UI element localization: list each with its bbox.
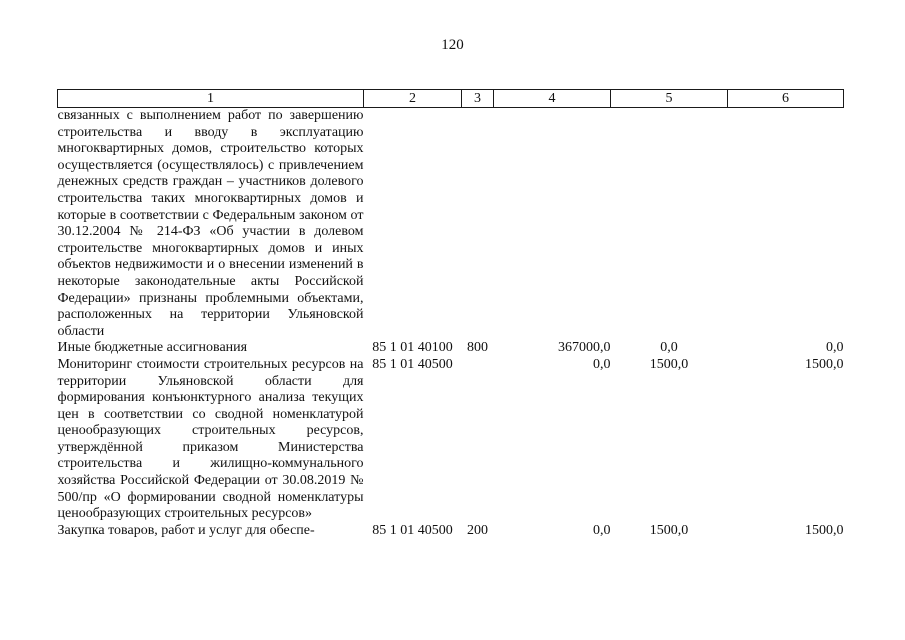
column-header-2: 2: [364, 90, 462, 108]
row-value-5: 1500,0: [649, 522, 689, 538]
table-row: [58, 340, 844, 357]
budget-table: [57, 89, 844, 539]
row-description: Мониторинг стоимости строительных ресурсов на территории Ульяновской области для формирования конъюнктурного анализа текущих цен в соответствии со сводной номенклатурой ценообразующих строительных ресурсов, утверждённой приказом Министерства строительства и жилищно-коммунального хозяйства Российской Федерации от 30.08.2019 № 500/пр «О формировании сводной номенклатуры ценообразующих строительных ресурсов»: [57, 356, 364, 522]
row-value-4: [494, 108, 611, 341]
column-header-5: 5: [611, 90, 728, 108]
row-value-5: [611, 108, 728, 341]
row-description: Иные бюджетные ассигнования: [57, 340, 248, 356]
column-header-6: 6: [728, 90, 844, 108]
row-value-6: 1500,0: [805, 522, 844, 538]
column-header-1: 1: [58, 90, 364, 108]
row-code: 85 1 01 40500: [372, 522, 453, 538]
row-value-6: 0,0: [826, 340, 844, 356]
column-header-4: 4: [494, 90, 611, 108]
row-expense-type: [462, 357, 494, 523]
row-code: 85 1 01 40100: [372, 340, 453, 356]
row-expense-type: [462, 108, 494, 341]
row-expense-type: 200: [467, 522, 488, 538]
table-row: [58, 357, 844, 523]
table-row: [58, 108, 844, 341]
page-number: 120: [441, 37, 464, 53]
row-description: Закупка товаров, работ и услуг для обеспе-: [57, 522, 315, 538]
row-description: связанных с выполнением работ по завершению строительства и вводу в эксплуатацию многоквартирных домов, строительство которых осуществляется (осуществлялось) с привлечением денежных средств граждан – участников долевого строительства таких многоквартирных домов и которые в соответствии с Федеральным законом от 30.12.2004 № 214-ФЗ «Об участии в долевом строительстве многоквартирных домов и иных объектов недвижимости и о внесении изменений в некоторые законодательные акты Российской Федерации» признаны проблемными объектами, расположенных на территории Ульяновской области: [57, 108, 364, 339]
row-expense-type: 800: [467, 340, 488, 356]
row-code: 85 1 01 40500: [372, 356, 453, 372]
table-row: [58, 523, 844, 540]
row-value-4: 0,0: [593, 522, 611, 538]
row-value-4: 367000,0: [558, 340, 611, 356]
row-value-5: 0,0: [660, 340, 678, 356]
row-value-4: 0,0: [593, 356, 611, 372]
row-value-6: [728, 108, 844, 341]
column-header-3: 3: [462, 90, 494, 108]
row-value-5: 1500,0: [649, 356, 689, 372]
row-value-6: 1500,0: [805, 356, 844, 372]
row-code: [364, 108, 462, 341]
table-header-row: [58, 90, 844, 108]
